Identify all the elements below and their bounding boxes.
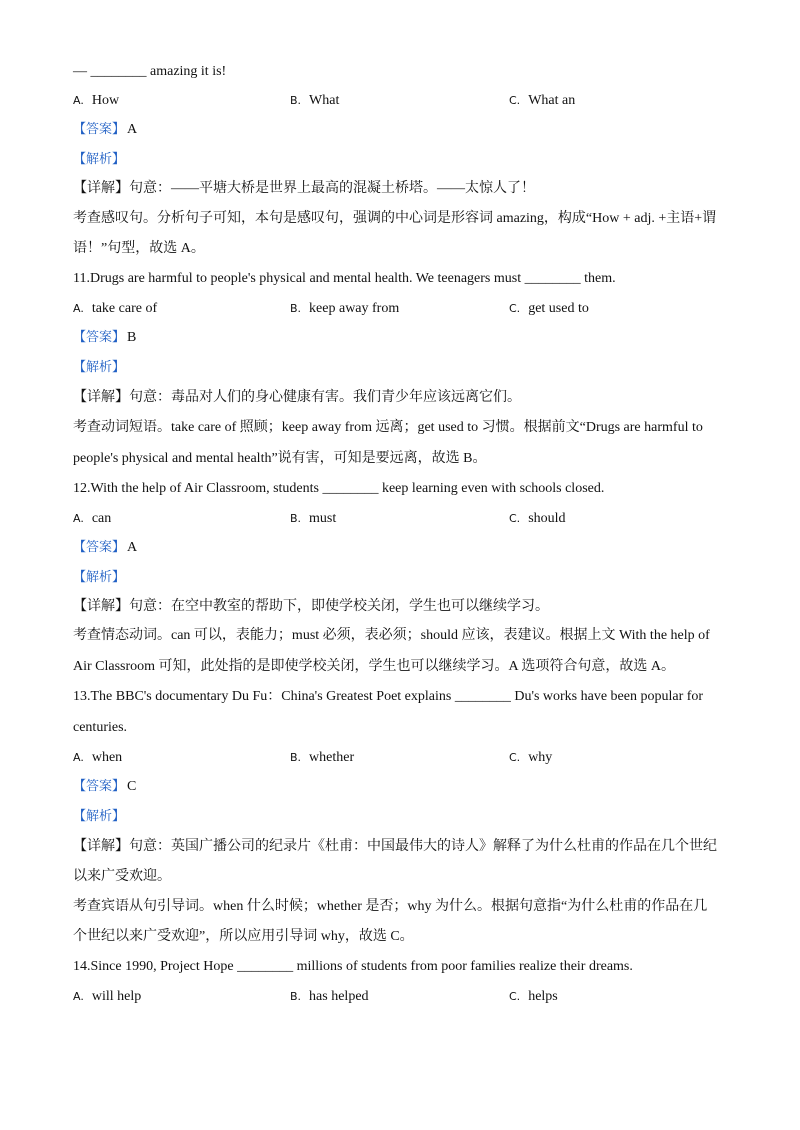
q11-answer: 【答案】 B — [73, 330, 137, 345]
q12-options — [73, 509, 733, 529]
q10-answer: 【答案】 A — [73, 122, 138, 137]
q13-option-c: C. why — [509, 750, 553, 765]
q13-detail-line-2: 以来广受欢迎。 — [73, 869, 171, 884]
q12-option-c: C. should — [509, 511, 566, 526]
q10-detail: 【详解】句意：——平塘大桥是世界上最高的混凝土桥塔。——太惊人了！ — [73, 181, 535, 196]
q11-explanation-line-1: 考查动词短语。take care of 照顾；keep away from 远离；get used to 习惯。根据前文“Drugs are harmful to — [73, 420, 703, 435]
q13-explanation-line-1: 考查宾语从句引导词。when 什么时候；whether 是否；why 为什么。根据句意指“为什么杜甫的作品在几 — [73, 899, 708, 914]
q12-explanation-line-1: 考查情态动词。can 可以，表能力；must 必须，表必须；should 应该，表建议。根据上文 With the help of — [73, 628, 710, 643]
q10-explanation-line-2: 语！”句型，故选 A。 — [73, 241, 205, 256]
q10-option-c: C. What an — [509, 93, 576, 108]
q12-option-a: A. can — [73, 511, 112, 526]
q13-option-a: A. when — [73, 750, 123, 765]
q12-option-b: B. must — [290, 511, 337, 526]
q12-answer: 【答案】 A — [73, 540, 138, 555]
q10-explanation-line-1: 考查感叹句。分析句子可知，本句是感叹句，强调的中心词是形容词 amazing，构成“How + adj. +主语+谓 — [73, 211, 717, 226]
q13-stem-line-1: 13.The BBC's documentary Du Fu：China's Greatest Poet explains ________ Du's works have been popular for — [73, 689, 704, 704]
q10-option-b: B. What — [290, 93, 340, 108]
q13-answer: 【答案】 C — [73, 779, 137, 794]
q10-analysis-label: 【解析】 — [73, 152, 126, 167]
q12-analysis-label: 【解析】 — [73, 570, 126, 585]
q12-detail: 【详解】句意：在空中教室的帮助下，即使学校关闭，学生也可以继续学习。 — [73, 599, 549, 614]
q11-explanation-line-2: people's physical and mental health”说有害，可知是要远离，故选 B。 — [73, 451, 487, 466]
q11-options — [73, 299, 733, 319]
q13-option-b: B. whether — [290, 750, 355, 765]
q12-explanation-line-2: Air Classroom 可知，此处指的是即使学校关闭，学生也可以继续学习。A 选项符合句意，故选 A。 — [73, 659, 675, 674]
q11-option-a: A. take care of — [73, 301, 158, 316]
q11-detail: 【详解】句意：毒品对人们的身心健康有害。我们青少年应该远离它们。 — [73, 390, 521, 405]
q13-analysis-label: 【解析】 — [73, 809, 126, 824]
q11-option-b: B. keep away from — [290, 301, 400, 316]
q10-options — [73, 91, 733, 111]
q11-stem: 11.Drugs are harmful to people's physical and mental health. We teenagers must ________ them. — [73, 271, 616, 286]
q14-option-a: A. will help — [73, 989, 142, 1004]
q11-option-c: C. get used to — [509, 301, 589, 316]
q10-option-a: A. How — [73, 93, 120, 108]
q14-stem: 14.Since 1990, Project Hope ________ millions of students from poor families realize their dreams. — [73, 959, 633, 974]
q10-stem-tail: — ________ amazing it is! — [73, 64, 227, 79]
q13-options — [73, 748, 733, 768]
q13-detail-line-1: 【详解】句意：英国广播公司的纪录片《杜甫：中国最伟大的诗人》解释了为什么杜甫的作品在几个世纪 — [73, 839, 717, 854]
q13-explanation-line-2: 个世纪以来广受欢迎”，所以应用引导词 why，故选 C。 — [73, 929, 414, 944]
q14-option-c: C. helps — [509, 989, 558, 1004]
q12-stem: 12.With the help of Air Classroom, students ________ keep learning even with schools closed. — [73, 481, 605, 496]
q11-analysis-label: 【解析】 — [73, 360, 126, 375]
q13-stem-line-2: centuries. — [73, 720, 128, 735]
q14-option-b: B. has helped — [290, 989, 369, 1004]
q14-options — [73, 987, 733, 1007]
